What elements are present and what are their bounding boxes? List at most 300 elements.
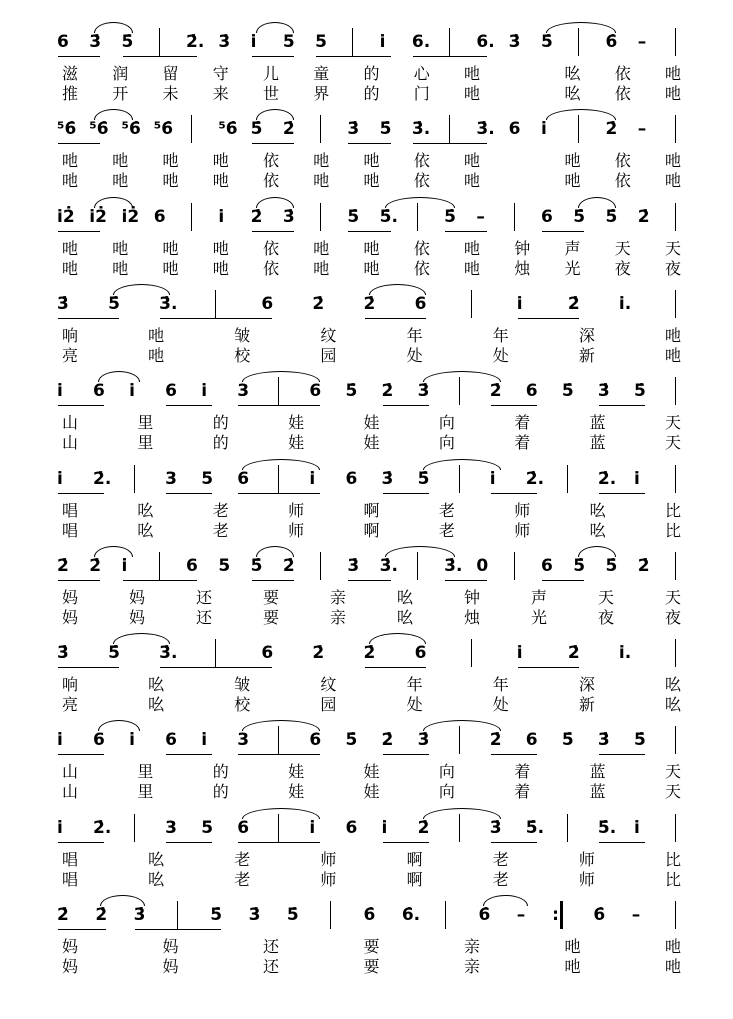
note: 5̇ — [108, 643, 120, 664]
note-row — [0, 550, 733, 590]
lyric-char: 未 — [162, 84, 179, 103]
note: 5̇. — [597, 817, 617, 838]
beam-line — [135, 929, 222, 930]
note: 2̇ — [250, 206, 263, 227]
note: 3̇ — [57, 643, 69, 664]
lyric-char: 老 — [212, 520, 229, 540]
note: 5 — [201, 468, 214, 489]
lyric-char: 师 — [514, 500, 531, 520]
beam-line — [348, 231, 390, 232]
note: 6̇ — [605, 32, 618, 52]
note: 5̇ — [347, 206, 360, 227]
lyric-char: 依 — [263, 151, 280, 171]
lyric-char: 吆 — [148, 675, 165, 695]
lyric-char: 吔 — [665, 345, 682, 365]
beam-line — [58, 231, 100, 232]
lyric-char: 还 — [263, 957, 280, 976]
lyric-char: 依 — [413, 171, 430, 191]
lyric-row-1 — [0, 239, 733, 261]
note: 5̇ — [605, 206, 618, 227]
slur — [256, 22, 294, 33]
beam-line — [58, 493, 104, 494]
lyric-char: 娃 — [363, 762, 380, 782]
lyric-char: 年 — [492, 675, 509, 695]
note: 6 — [414, 293, 427, 314]
lyric-char: 的 — [212, 762, 229, 782]
score-system — [0, 812, 733, 902]
lyric-char: 向 — [438, 762, 455, 782]
lyric-char: 依 — [413, 238, 430, 258]
lyric-char: 师 — [288, 520, 305, 540]
note-row — [0, 812, 733, 852]
lyric-char: 师 — [578, 849, 595, 869]
note: 3̇ — [57, 293, 69, 314]
beam-line — [445, 231, 487, 232]
note: 3̇ — [347, 555, 360, 576]
lyric-char: 夜 — [598, 607, 615, 627]
note: i̇ — [201, 730, 208, 751]
lyric-char: 山 — [62, 433, 79, 453]
lyric-char: 吆 — [589, 500, 606, 520]
note: 5̇ — [108, 293, 120, 314]
beam-line — [58, 754, 104, 755]
barline — [675, 901, 676, 929]
barline — [159, 28, 160, 56]
lyric-char: 烛 — [514, 258, 531, 278]
lyric-char: 还 — [196, 607, 213, 627]
barline — [449, 115, 450, 143]
lyric-char: 依 — [614, 171, 631, 191]
lyric-char: 校 — [234, 695, 251, 715]
slur — [546, 22, 617, 33]
lyric-char: 亲 — [330, 607, 347, 627]
beam-line — [58, 56, 100, 57]
lyric-char: 比 — [665, 869, 682, 889]
score-system — [0, 113, 733, 203]
lyric-row-2 — [0, 433, 733, 455]
lyric-char: 留 — [162, 64, 179, 83]
note: 5̇. — [525, 817, 545, 838]
lyric-char: 吔 — [162, 238, 179, 258]
note-row — [0, 288, 733, 328]
lyric-char: 啊 — [363, 500, 380, 520]
note: 3̇. — [476, 119, 495, 140]
lyric-char: 天 — [598, 587, 615, 607]
note-row — [0, 113, 733, 153]
lyric-char: 皱 — [234, 675, 251, 695]
lyric-char: 吔 — [148, 345, 165, 365]
note: 6 — [186, 555, 198, 576]
lyric-char: 娃 — [288, 413, 305, 433]
note: 6. — [411, 32, 431, 52]
lyric-char: 里 — [137, 433, 154, 453]
beam-line — [316, 56, 391, 57]
note: ⁵6̇ — [89, 119, 109, 140]
beam-line — [166, 754, 212, 755]
lyric-char: 滋 — [62, 64, 79, 83]
note: i̇ — [309, 468, 316, 489]
lyric-char: 里 — [137, 762, 154, 782]
note: 5 — [315, 32, 327, 52]
beam-line — [518, 318, 579, 319]
lyric-char: 还 — [263, 937, 280, 956]
lyric-char: 依 — [413, 258, 430, 278]
lyric-char: 要 — [363, 937, 380, 956]
beam-line — [491, 405, 537, 406]
lyric-char: 吔 — [112, 238, 129, 258]
score-system — [0, 550, 733, 640]
lyric-char: 着 — [514, 762, 531, 782]
lyric-char: 深 — [578, 675, 595, 695]
note: 2̇ — [637, 555, 650, 576]
lyric-char: 吔 — [112, 258, 129, 278]
note: 6. — [476, 32, 495, 52]
note: 3̇ — [489, 817, 502, 838]
barline — [352, 28, 353, 56]
beam-line — [252, 143, 294, 144]
beam-line — [365, 318, 426, 319]
lyric-char: 啊 — [363, 520, 380, 540]
barline — [675, 28, 676, 56]
lyric-row-1 — [0, 762, 733, 784]
note: 6 — [309, 730, 322, 751]
beam-line — [238, 754, 320, 755]
note: 3̇. — [159, 293, 178, 314]
lyric-char: 的 — [363, 64, 380, 83]
lyric-char: 妈 — [62, 957, 79, 976]
note: 2̇ — [57, 555, 69, 576]
score-system — [0, 637, 733, 727]
note: 0 — [476, 555, 489, 576]
score-system — [0, 26, 733, 116]
note: 6 — [237, 817, 250, 838]
lyric-char: 向 — [438, 433, 455, 453]
lyric-char: 吔 — [564, 171, 581, 191]
note: i̇ — [57, 730, 63, 751]
lyric-char: 依 — [263, 258, 280, 278]
lyric-char: 夜 — [665, 258, 682, 278]
lyric-row-1 — [0, 326, 733, 348]
lyric-char: 的 — [212, 782, 229, 802]
lyric-char: 年 — [406, 675, 423, 695]
note: 5̇ — [250, 119, 263, 140]
note: 2̇ — [363, 643, 376, 664]
lyric-char: 吔 — [464, 238, 481, 258]
lyric-char: 吔 — [464, 64, 481, 83]
note: 5̇ — [345, 730, 358, 751]
lyric-char: 的 — [363, 84, 380, 103]
note: – — [637, 119, 647, 140]
lyric-char: 蓝 — [589, 413, 606, 433]
beam-line — [518, 667, 579, 668]
note: 2̇. — [525, 468, 545, 489]
note: 2̇ — [282, 555, 295, 576]
note: 5̇ — [444, 206, 456, 227]
barline — [177, 901, 178, 929]
note: 3̇. — [379, 555, 398, 576]
lyric-char: 娃 — [288, 782, 305, 802]
lyric-char: 山 — [62, 762, 79, 782]
note: 5̇ — [250, 555, 263, 576]
slur — [94, 22, 132, 33]
barline — [567, 814, 568, 842]
lyric-row-2 — [0, 521, 733, 543]
beam-line — [348, 580, 390, 581]
lyric-char: 处 — [492, 345, 509, 365]
note: 6 — [261, 293, 274, 314]
lyric-row-2 — [0, 346, 733, 368]
repeat-barline — [560, 901, 563, 929]
beam-line — [252, 56, 294, 57]
score-system — [0, 724, 733, 814]
lyric-char: 吆 — [397, 607, 414, 627]
lyric-char: 吔 — [464, 84, 481, 103]
lyric-char: 向 — [438, 782, 455, 802]
beam-line — [599, 493, 645, 494]
beam-line — [252, 580, 294, 581]
lyric-char: 娃 — [288, 762, 305, 782]
lyric-char: 妈 — [162, 957, 179, 976]
note: i̇ — [516, 643, 523, 664]
lyric-char: 光 — [531, 607, 548, 627]
lyric-char: 开 — [112, 84, 129, 103]
note: 6 — [165, 381, 178, 402]
lyric-row-1 — [0, 64, 733, 86]
lyric-char: 师 — [320, 849, 337, 869]
note: 3̇. — [159, 643, 178, 664]
lyric-char: 依 — [614, 151, 631, 171]
lyric-char: 天 — [665, 433, 682, 453]
lyric-char: 吔 — [112, 151, 129, 171]
lyric-char: 天 — [665, 238, 682, 258]
lyric-char: 吔 — [564, 957, 581, 976]
lyric-char: 着 — [514, 782, 531, 802]
note: 5̇ — [633, 381, 646, 402]
lyric-char: 吆 — [148, 695, 165, 715]
note: 2̇ — [282, 119, 295, 140]
barline — [191, 203, 192, 231]
lyric-char: 天 — [665, 587, 682, 607]
note: – — [516, 905, 526, 925]
note: 5 — [201, 817, 214, 838]
lyric-char: 吔 — [464, 171, 481, 191]
lyric-char: 吔 — [464, 151, 481, 171]
lyric-char: 钟 — [464, 587, 481, 607]
beam-line — [166, 493, 212, 494]
note: 5̇ — [286, 905, 299, 925]
lyric-char: 吔 — [363, 151, 380, 171]
lyric-char: 亲 — [464, 957, 481, 976]
lyric-char: 的 — [212, 433, 229, 453]
note-row — [0, 26, 733, 66]
note: 2̇ — [89, 555, 102, 576]
barline — [445, 901, 446, 929]
note: 3 — [237, 730, 250, 751]
note: 6 — [309, 381, 322, 402]
lyric-char: 园 — [320, 695, 337, 715]
lyric-char: 依 — [263, 171, 280, 191]
lyric-char: 吔 — [665, 84, 682, 103]
note: ⁵6̇ — [153, 119, 174, 140]
lyric-char: 亲 — [464, 937, 481, 956]
note: i̇ — [379, 32, 386, 52]
barline — [215, 290, 216, 318]
note: 2̇. — [93, 817, 112, 838]
note: i̇ — [57, 468, 63, 489]
note: ⁵6̇ — [57, 119, 77, 140]
note: 5̇ — [540, 32, 553, 52]
note: i̇ — [57, 817, 63, 838]
note: 2̇ — [489, 381, 502, 402]
barline — [471, 639, 472, 667]
lyric-char: 唱 — [62, 520, 79, 540]
score-system — [0, 899, 733, 989]
beam-line — [413, 56, 488, 57]
beam-line — [445, 580, 487, 581]
lyric-char: 世 — [263, 84, 280, 103]
lyric-char: 吔 — [212, 238, 229, 258]
note: 6 — [345, 817, 358, 838]
lyric-row-1 — [0, 588, 733, 610]
barline — [330, 901, 331, 929]
note: 3̇ — [417, 730, 430, 751]
note: 3̇ — [381, 468, 394, 489]
lyric-char: 比 — [665, 520, 682, 540]
note: 6̇ — [363, 905, 376, 925]
beam-line — [58, 929, 106, 930]
lyric-char: 处 — [492, 695, 509, 715]
lyric-char: 声 — [564, 238, 581, 258]
lyric-char: 吆 — [397, 587, 414, 607]
lyric-char: 年 — [406, 325, 423, 345]
barline — [675, 203, 676, 231]
note: 3̇ — [133, 905, 146, 925]
note: i̇ — [633, 468, 640, 489]
lyric-char: 吆 — [665, 695, 682, 715]
beam-line — [599, 754, 645, 755]
lyric-char: 吔 — [363, 258, 380, 278]
beam-line — [365, 667, 426, 668]
lyric-char: 老 — [492, 869, 509, 889]
lyric-char: 吔 — [564, 151, 581, 171]
note: i̇ — [129, 381, 135, 402]
note: i̇ — [201, 381, 208, 402]
lyric-row-2 — [0, 259, 733, 281]
lyric-char: 吆 — [137, 520, 154, 540]
lyric-char: 亲 — [330, 587, 347, 607]
lyric-char: 吔 — [313, 258, 330, 278]
lyric-char: 吔 — [212, 151, 229, 171]
beam-line — [599, 842, 645, 843]
lyric-char: 吔 — [148, 325, 165, 345]
lyric-char: 老 — [438, 520, 455, 540]
lyric-char: 啊 — [406, 869, 423, 889]
note: 3 — [237, 381, 250, 402]
lyric-char: 烛 — [464, 607, 481, 627]
lyric-row-1 — [0, 413, 733, 435]
lyric-char: 吔 — [62, 258, 79, 278]
lyric-char: 娃 — [288, 433, 305, 453]
lyric-char: 着 — [514, 433, 531, 453]
lyric-char: 老 — [438, 500, 455, 520]
beam-line — [123, 580, 198, 581]
note: i̇ — [381, 817, 388, 838]
note: 2̇ — [95, 905, 108, 925]
note: i̇ — [516, 293, 523, 314]
barline — [215, 639, 216, 667]
note: i̇ — [250, 32, 257, 52]
lyric-char: 老 — [234, 849, 251, 869]
lyric-char: 蓝 — [589, 782, 606, 802]
barline — [675, 552, 676, 580]
beam-line — [160, 667, 272, 668]
slur — [94, 109, 132, 120]
lyric-char: 还 — [196, 587, 213, 607]
lyric-char: 吔 — [464, 258, 481, 278]
lyric-char: 妈 — [62, 937, 79, 956]
note: 6 — [237, 468, 250, 489]
note: ⁵6̇ — [218, 119, 238, 140]
beam-line — [491, 493, 537, 494]
lyric-char: 声 — [531, 587, 548, 607]
lyric-char: 老 — [212, 500, 229, 520]
lyric-char: 吔 — [62, 238, 79, 258]
note: 2̇ — [637, 206, 650, 227]
barline — [191, 115, 192, 143]
note: 5̇ — [573, 555, 586, 576]
lyric-char: 吔 — [62, 151, 79, 171]
lyric-char: 深 — [578, 325, 595, 345]
note: 3̇ — [218, 32, 231, 52]
note: 5̇ — [210, 905, 223, 925]
beam-line — [383, 754, 429, 755]
lyric-char: 润 — [112, 64, 129, 83]
note: – — [476, 206, 485, 227]
score-system — [0, 288, 733, 378]
note: i̇ — [489, 468, 496, 489]
beam-line — [599, 405, 645, 406]
note: 3̇ — [508, 32, 521, 52]
lyric-char: 吔 — [162, 171, 179, 191]
beam-line — [160, 318, 272, 319]
note: 2̇ — [381, 381, 394, 402]
beam-line — [542, 231, 584, 232]
lyric-char: 处 — [406, 345, 423, 365]
barline — [675, 726, 676, 754]
lyric-char: 园 — [320, 345, 337, 365]
lyric-char: 纹 — [320, 325, 337, 345]
lyric-char: 师 — [514, 520, 531, 540]
lyric-char: 里 — [137, 413, 154, 433]
lyric-char: 门 — [413, 84, 430, 103]
beam-line — [238, 842, 320, 843]
note: 5̇ — [633, 730, 646, 751]
barline — [675, 115, 676, 143]
note: 5̇ — [417, 468, 430, 489]
beam-line — [123, 56, 198, 57]
note: 2̇ — [567, 293, 580, 314]
note: i̇ — [57, 381, 63, 402]
beam-line — [383, 842, 429, 843]
note: 5̇ — [605, 555, 618, 576]
lyric-row-2 — [0, 957, 733, 979]
lyric-char: 唱 — [62, 869, 79, 889]
note: 6 — [93, 381, 105, 402]
lyric-char: 亮 — [62, 695, 79, 715]
lyric-char: 依 — [614, 84, 631, 103]
lyric-row-1 — [0, 850, 733, 872]
lyric-char: 新 — [578, 345, 595, 365]
